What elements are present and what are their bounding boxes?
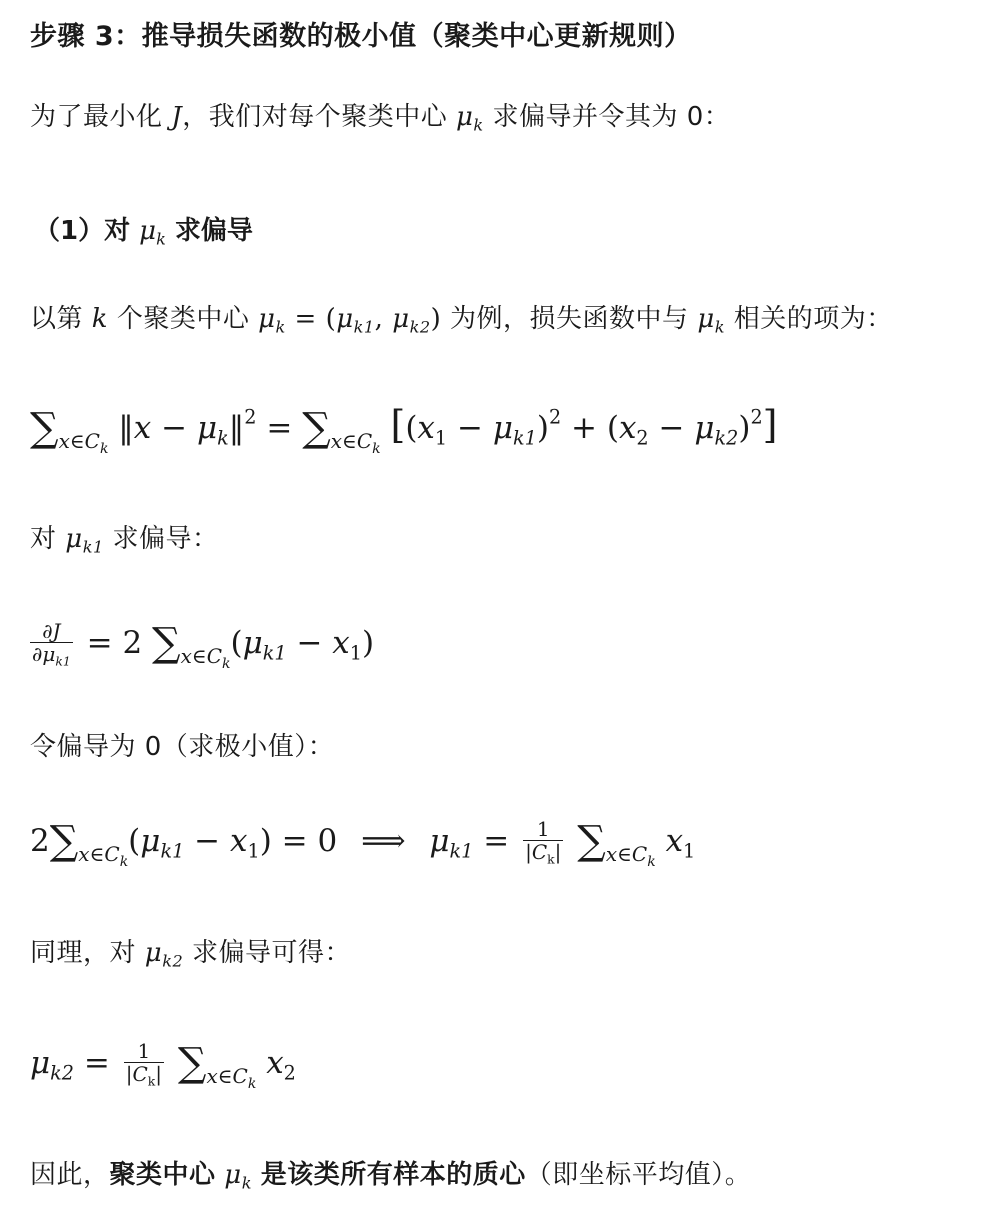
- equation-solution-k1: $2\sum_{x\in C_k}(\mu_{k1} - x_1) = 0$ ⟹ $\mu_{k1}$ = $\frac{1}{|C_k|}$ $\sum_{x\in C_k}$ $x_1$: [30, 817, 696, 870]
- intro-paragraph: [30, 96, 730, 135]
- mu-k-def: $\mu_k$: [258, 304, 286, 337]
- set-zero-paragraph: 令偏导为 0（求极小值）：: [30, 732, 335, 762]
- partial-suffix: 求偏导：: [112, 524, 219, 554]
- intro-text-2: ，我们对每个聚类中心: [182, 102, 448, 132]
- equation-solution-k2: $\mu_{k2}$ = $\frac{1}{|C_k|}$ $\sum_{x\in C_k}$ $x_2$: [30, 1039, 296, 1092]
- var-k: k: [91, 304, 109, 334]
- mu-k: $\mu_k$: [456, 102, 484, 135]
- equation-derivative: $\frac{\partial J}{\partial\mu_{k1}}$ = 2 $\sum_{x\in C_k}(\mu_{k1} - x_1)$: [32, 619, 375, 672]
- subheading-1: [34, 210, 253, 249]
- subheading-suffix: 求偏导: [174, 216, 253, 246]
- example-text-4: 相关的项为：: [733, 304, 893, 334]
- example-text-1: 以第: [30, 304, 84, 334]
- mu-k: $\mu_k$: [697, 304, 725, 337]
- example-paragraph: 以第 k 个聚类中心 $\mu_k = (\mu_{k1}$, $\mu_{k2}$) 为例，损失函数中与 $\mu_k$ 相关的项为：: [30, 304, 893, 337]
- conclusion-bold-1: 聚类中心: [109, 1160, 216, 1190]
- intro-text-1: 为了最小化: [30, 102, 163, 132]
- step-heading: 步骤 3：推导损失函数的极小值（聚类中心更新规则）: [30, 21, 692, 52]
- conclusion-paragraph: [30, 1154, 751, 1193]
- var-J: J: [171, 102, 183, 132]
- similar-suffix: 求偏导可得：: [191, 938, 351, 968]
- example-text-2: 个聚类中心: [116, 304, 250, 334]
- conclusion-bold-2: 是该类所有样本的质心: [260, 1160, 526, 1190]
- equation-sum-norm: $\sum_{x\in C_k}$ ‖x − $\mu_k‖^2 = \sum_{x\in C_k}$ $[(x_1 - \mu_{k1})^2 + (x_2 - \mu_{k2})^2]$: [30, 403, 778, 457]
- mu-k2: $\mu_{k2}$: [144, 938, 184, 971]
- similar-paragraph: [30, 932, 351, 971]
- example-text-3: 为例，损失函数中与: [450, 304, 689, 334]
- subheading-prefix: （1）对: [34, 216, 131, 246]
- mu-k1: $\mu_{k1}$: [65, 524, 104, 557]
- conclusion-text-1: 因此，: [30, 1160, 110, 1190]
- partial-paragraph: [30, 518, 218, 557]
- mu-k: $\mu_k$: [139, 216, 166, 249]
- mu-k: $\mu_k$: [224, 1160, 252, 1193]
- intro-text-3: 求偏导并令其为 0：: [492, 102, 731, 132]
- conclusion-text-2: （即坐标平均值）。: [525, 1160, 752, 1190]
- similar-prefix: 同理，对: [30, 938, 137, 968]
- partial-prefix: 对: [30, 524, 57, 554]
